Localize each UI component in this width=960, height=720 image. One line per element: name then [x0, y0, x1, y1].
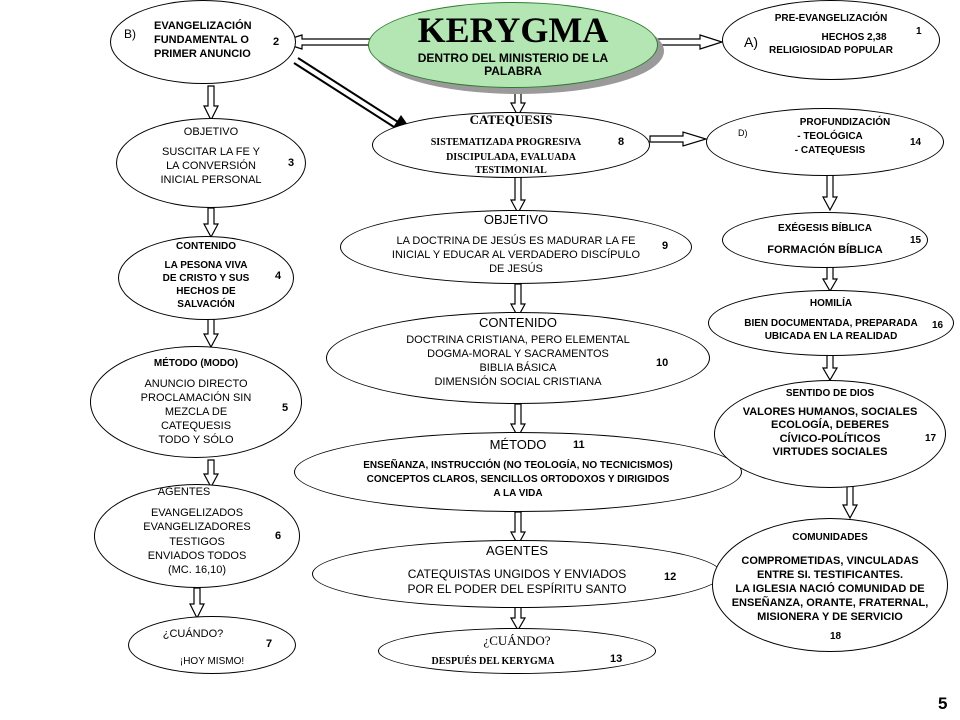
node-a-number: 1: [916, 26, 922, 37]
agentes-left-line1: EVANGELIZADOS: [150, 507, 244, 519]
exegesis-line1: EXÉGESIS BÍBLICA: [778, 223, 872, 234]
page-title: KERYGMA: [417, 10, 609, 50]
objetivo-left-number: 3: [288, 157, 295, 169]
node-b-line1: EVANGELIZACIÓN: [154, 20, 252, 32]
sentido-line1: VALORES HUMANOS, SOCIALES: [742, 406, 918, 418]
cuando-left-value: ¡HOY MISMO!: [179, 656, 245, 667]
contenido-center-heading: CONTENIDO: [479, 315, 557, 330]
agentes-center-line2: POR EL PODER DEL ESPÍRITU SANTO: [407, 582, 627, 596]
node-a-line2: HECHOS 2,38: [821, 32, 887, 43]
metodo-center-heading: MÉTODO: [489, 437, 547, 452]
node-b-number: 2: [273, 36, 280, 48]
homilia-line2: UBICADA EN LA REALIDAD: [764, 331, 898, 342]
arrow-catequesis-to-profundizacion: [650, 132, 706, 146]
exegesis-number: 15: [910, 235, 922, 246]
node-b-label: B): [124, 27, 136, 41]
objetivo-left-heading: OBJETIVO: [183, 126, 239, 138]
cuando-center-value: DESPUÉS DEL KERYGMA: [431, 656, 555, 667]
profundizacion-line2: - TEOLÓGICA: [797, 131, 863, 142]
objetivo-center-line1: LA DOCTRINA DE JESÚS ES MADURAR LA FE: [396, 235, 636, 247]
node-b-line2: FUNDAMENTAL O: [154, 34, 249, 46]
catequesis-line1: SISTEMATIZADA PROGRESIVA: [430, 137, 582, 148]
objetivo-center-heading: OBJETIVO: [483, 212, 549, 227]
agentes-left-heading: AGENTES: [157, 486, 211, 498]
catequesis-line2: DISCIPULADA, EVALUADA: [446, 152, 576, 163]
sentido-line2: ECOLOGÍA, DEBERES: [771, 419, 889, 431]
sentido-line4: VIRTUDES SOCIALES: [772, 446, 888, 458]
objetivo-left-line3: INICIAL PERSONAL: [160, 174, 262, 186]
homilia-number: 16: [932, 320, 944, 331]
node-exegesis: [722, 212, 928, 268]
node-b-line3: PRIMER ANUNCIO: [154, 48, 251, 60]
sentido-line3: CÍVICO-POLÍTICOS: [779, 433, 881, 445]
cuando-center-number: 13: [610, 653, 623, 665]
metodo-left-line2: PROCLAMACIÓN SIN: [140, 392, 252, 404]
metodo-center-number: 11: [573, 439, 585, 451]
comunidades-heading: COMUNIDADES: [792, 532, 868, 543]
homilia-heading: HOMILÍA: [809, 298, 853, 309]
metodo-left-line5: TODO Y SÓLO: [158, 434, 234, 446]
exegesis-line2: FORMACIÓN BÍBLICA: [767, 244, 883, 256]
contenido-left-line3: HECHOS DE: [176, 286, 236, 297]
contenido-left-heading: CONTENIDO: [176, 241, 236, 252]
catequesis-line3: TESTIMONIAL: [475, 165, 547, 176]
comunidades-line1: COMPROMETIDAS, VINCULADAS: [741, 555, 919, 567]
contenido-left-line1: LA PESONA VIVA: [164, 260, 248, 271]
objetivo-center-line2: INICIAL Y EDUCAR AL VERDADERO DISCÍPULO: [391, 249, 641, 261]
profundizacion-line1: PROFUNDIZACIÓN: [799, 117, 891, 128]
node-a-line3: RELIGIOSIDAD POPULAR: [769, 45, 893, 56]
comunidades-line5: MISIONERA Y DE SERVICIO: [757, 611, 903, 623]
metodo-center-line2: CONCEPTOS CLAROS, SENCILLOS ORTODOXOS Y DIRIGIDOS: [366, 474, 670, 485]
agentes-center-line1: CATEQUISTAS UNGIDOS Y ENVIADOS: [407, 567, 627, 581]
objetivo-center-number: 9: [662, 240, 669, 252]
catequesis-heading: CATEQUESIS: [469, 112, 553, 127]
contenido-left-number: 4: [275, 270, 282, 282]
node-a-line1: PRE-EVANGELIZACIÓN: [774, 13, 888, 24]
sentido-number: 17: [925, 433, 937, 444]
agentes-left-line2: EVANGELIZADORES: [143, 521, 251, 533]
agentes-left-number: 6: [275, 530, 282, 542]
agentes-left-line5: (MC. 16,10): [167, 564, 227, 576]
contenido-center-line3: BIBLIA BÁSICA: [479, 362, 557, 374]
profundizacion-number: 14: [910, 137, 922, 148]
cuando-left-heading: ¿CUÁNDO?: [162, 628, 224, 640]
arrow-title-to-a: [658, 35, 722, 49]
cuando-center-heading: ¿CUÁNDO?: [483, 633, 551, 648]
sentido-heading: SENTIDO DE DIOS: [785, 388, 875, 399]
metodo-center-line3: A LA VIDA: [493, 488, 543, 499]
catequesis-number: 8: [618, 136, 625, 148]
profundizacion-label: D): [738, 128, 748, 138]
comunidades-line3: LA IGLESIA NACIÓ COMUNIDAD DE: [735, 583, 925, 595]
profundizacion-line3: - CATEQUESIS: [794, 145, 866, 156]
contenido-center-line1: DOCTRINA CRISTIANA, PERO ELEMENTAL: [406, 334, 630, 346]
agentes-left-line4: ENVIADOS TODOS: [147, 550, 247, 562]
contenido-center-number: 10: [656, 357, 669, 369]
agentes-center-number: 12: [664, 571, 677, 583]
objetivo-center-line3: DE JESÚS: [489, 263, 543, 275]
contenido-center-line2: DOGMA-MORAL Y SACRAMENTOS: [427, 348, 609, 360]
metodo-left-heading: MÉTODO (MODO): [153, 358, 239, 369]
agentes-center-heading: AGENTES: [485, 543, 549, 558]
objetivo-left-line1: SUSCITAR LA FE Y: [161, 146, 260, 158]
agentes-left-line3: TESTIGOS: [169, 536, 225, 548]
metodo-left-line4: CATEQUESIS: [160, 420, 232, 432]
title-subtitle-line2: PALABRA: [484, 64, 542, 78]
contenido-center-line4: DIMENSIÓN SOCIAL CRISTIANA: [434, 376, 602, 388]
page-number: 5: [938, 694, 948, 713]
metodo-left-line3: MEZCLA DE: [164, 406, 228, 418]
objetivo-left-line2: LA CONVERSIÓN: [166, 160, 256, 172]
comunidades-number: 18: [830, 631, 842, 642]
metodo-center-line1: ENSEÑANZA, INSTRUCCIÓN (NO TEOLOGÍA, NO TECNICISMOS): [363, 460, 673, 471]
node-a-label: A): [744, 34, 758, 50]
contenido-left-line2: DE CRISTO Y SUS: [162, 273, 250, 284]
kerygma-title-box: [368, 2, 664, 96]
homilia-line1: BIEN DOCUMENTADA, PREPARADA: [744, 318, 918, 329]
cuando-left-number: 7: [266, 638, 273, 650]
contenido-left-line4: SALVACIÓN: [177, 299, 235, 310]
comunidades-line4: ENSEÑANZA, ORANTE, FRATERNAL,: [731, 597, 929, 609]
metodo-left-number: 5: [282, 402, 289, 414]
title-subtitle-line1: DENTRO DEL MINISTERIO DE LA: [417, 51, 609, 65]
comunidades-line2: ENTRE SI. TESTIFICANTES.: [756, 569, 904, 581]
metodo-left-line1: ANUNCIO DIRECTO: [144, 378, 248, 390]
